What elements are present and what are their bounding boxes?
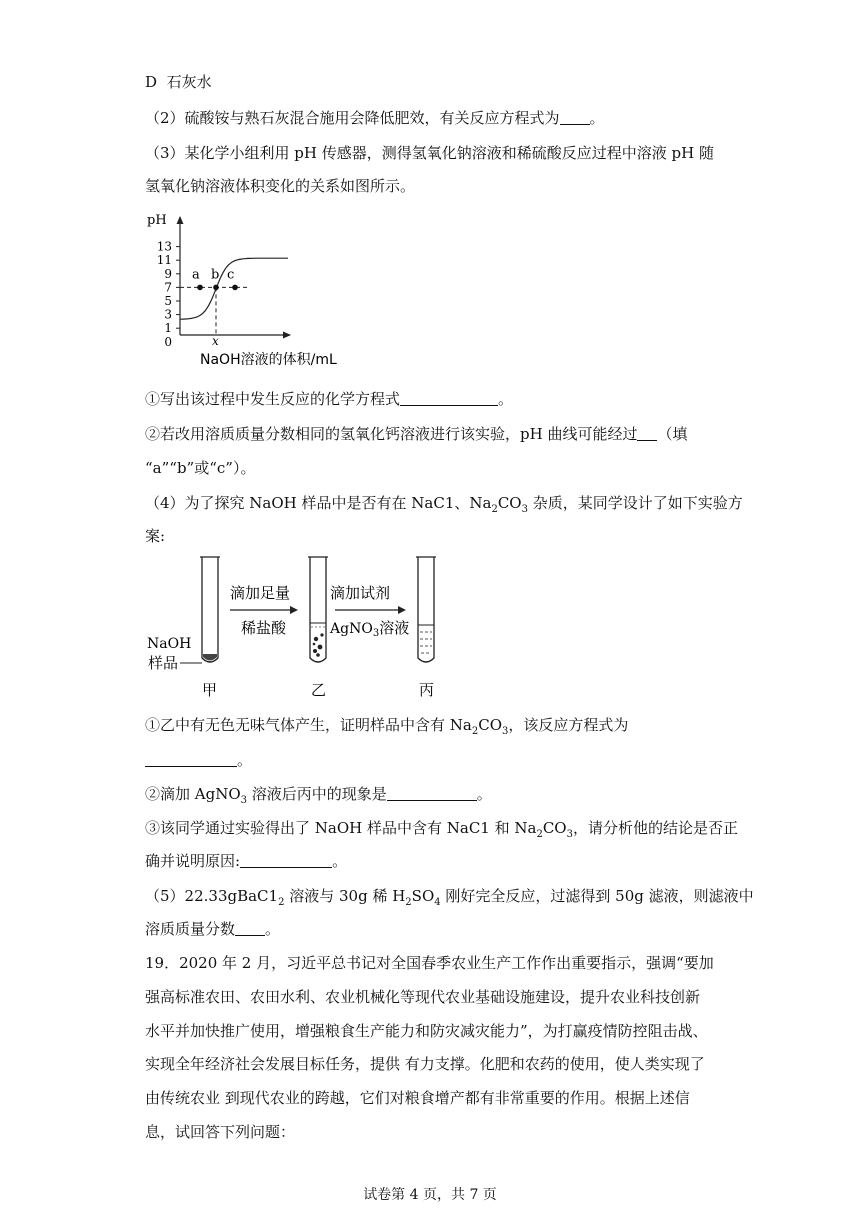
test-tube-jia [200, 557, 220, 662]
question-3-line-1: （3）某化学小组利用 pH 传感器，测得氢氧化钠溶液和稀硫酸反应过程中溶液 pH 随 [145, 144, 714, 162]
tube-label-bing: 丙 [419, 681, 435, 699]
arrow-2 [335, 606, 406, 614]
result-3: ③该同学通过实验得出了 NaOH 样品中含有 NaC1 和 $Na_2CO_3$，请分析他的结论是否正 [145, 819, 738, 840]
result-1: ①乙中有无色无味气体产生，证明样品中含有 $Na_2CO_3$，该反应方程式为 [145, 716, 629, 737]
question-19-line-1: 19．2020 年 2 月，习近平总书记对全国春季农业生产工作作出重要指示，强调“要加 [145, 954, 714, 972]
y-axis-arrow [177, 216, 184, 224]
sub-question-2-cont: “a”“b”或“c”）。 [145, 459, 256, 477]
arrow-1-top-label: 滴加足量 [230, 584, 291, 602]
y-tick-label: 7 [164, 280, 172, 295]
x-axis-arrow [283, 332, 291, 339]
sample-label-naoh: NaOH [147, 636, 192, 652]
question-2: （2）硫酸铵与熟石灰混合施用会降低肥效，有关反应方程式为 。 [145, 109, 605, 127]
arrow-1 [230, 606, 298, 614]
arrow-1-bottom-label: 稀盐酸 [241, 619, 287, 637]
question-5: $(5)22.33gBaC1_2$ 溶液与 30g 稀 $H_2SO_4$ 刚好完全反应，过滤得到 50g 滤液，则滤液中 [145, 887, 754, 908]
test-tube-yi [308, 557, 328, 662]
question-4-line-1: （4）为了探究 NaOH 样品中是否有在 NaC1、$Na_2CO_3$ 杂质，某同学设计了如下实验方 [145, 494, 743, 515]
sub-question-1: ①写出该过程中发生反应的化学方程式 。 [145, 390, 514, 408]
sample-label-yangpin: 样品 [148, 654, 179, 672]
chart-points [192, 267, 238, 290]
point-label-b: b [211, 267, 220, 283]
result-2: ②滴加 AgNO$_3$ 溶液后丙中的现象是 。 [145, 785, 492, 806]
chart-ticks [157, 240, 250, 349]
point-label-c: c [227, 267, 235, 283]
ph-curve-chart [140, 207, 380, 372]
result-3-cont: 确并说明原因: 。 [145, 852, 348, 870]
point-a [197, 285, 203, 291]
page-footer: 试卷第 4 页，共 7 页 [363, 1187, 497, 1203]
y-tick-label: 5 [164, 294, 172, 308]
tube-label-jia: 甲 [202, 681, 218, 699]
chart-y-label: pH [147, 213, 167, 228]
question-19-line-3: 水平并加快推广使用，增强粮食生产能力和防灾减灾能力”，为打赢疫情防控阻击战、 [145, 1022, 708, 1040]
point-c [232, 285, 238, 291]
question-19-line-4: 实现全年经济社会发展目标任务，提供 有力支撑。化肥和农药的使用，使人类实现了 [145, 1055, 705, 1073]
chart-x-label: NaOH溶液的体积/mL [200, 352, 337, 368]
arrow-2-bottom-label: AgNO$_3$溶液 [330, 619, 410, 639]
point-b [213, 285, 219, 291]
point-label-a: a [192, 267, 200, 283]
question-19-line-2: 强高标准农田、农田水利、农业机械化等现代农业基础设施建设，提升农业科技创新 [145, 988, 701, 1006]
question-19-line-6: 息，试回答下列问题： [145, 1123, 296, 1141]
y-tick-label: 3 [164, 307, 172, 322]
tube-label-yi: 乙 [311, 681, 327, 699]
y-tick-label: 13 [156, 239, 172, 254]
y-tick-label: 0 [164, 335, 172, 349]
y-tick-label: 11 [156, 253, 172, 268]
option-d: D 石灰水 [145, 73, 212, 91]
y-tick-label: 1 [164, 321, 172, 336]
question-4-line-2: 案: [145, 527, 166, 545]
question-3-line-2: 氢氧化钠溶液体积变化的关系如图所示。 [145, 177, 416, 195]
result-1-cont: 。 [145, 750, 252, 770]
question-5-cont: 溶质质量分数 。 [145, 920, 281, 938]
experiment-apparatus [140, 555, 460, 703]
arrow-2-top-label: 滴加试剂 [330, 584, 391, 602]
chart-x-tick-x: x [212, 334, 219, 348]
test-tube-bing [416, 557, 436, 662]
question-19-line-5: 由传统农业 到现代农业的跨越，它们对粮食增产都有非常重要的作用。根据上述信 [145, 1089, 690, 1107]
y-tick-label: 9 [164, 266, 172, 281]
sub-question-2: ②若改用溶质质量分数相同的氢氧化钙溶液进行该实验，pH 曲线可能经过 （填 [145, 425, 688, 443]
